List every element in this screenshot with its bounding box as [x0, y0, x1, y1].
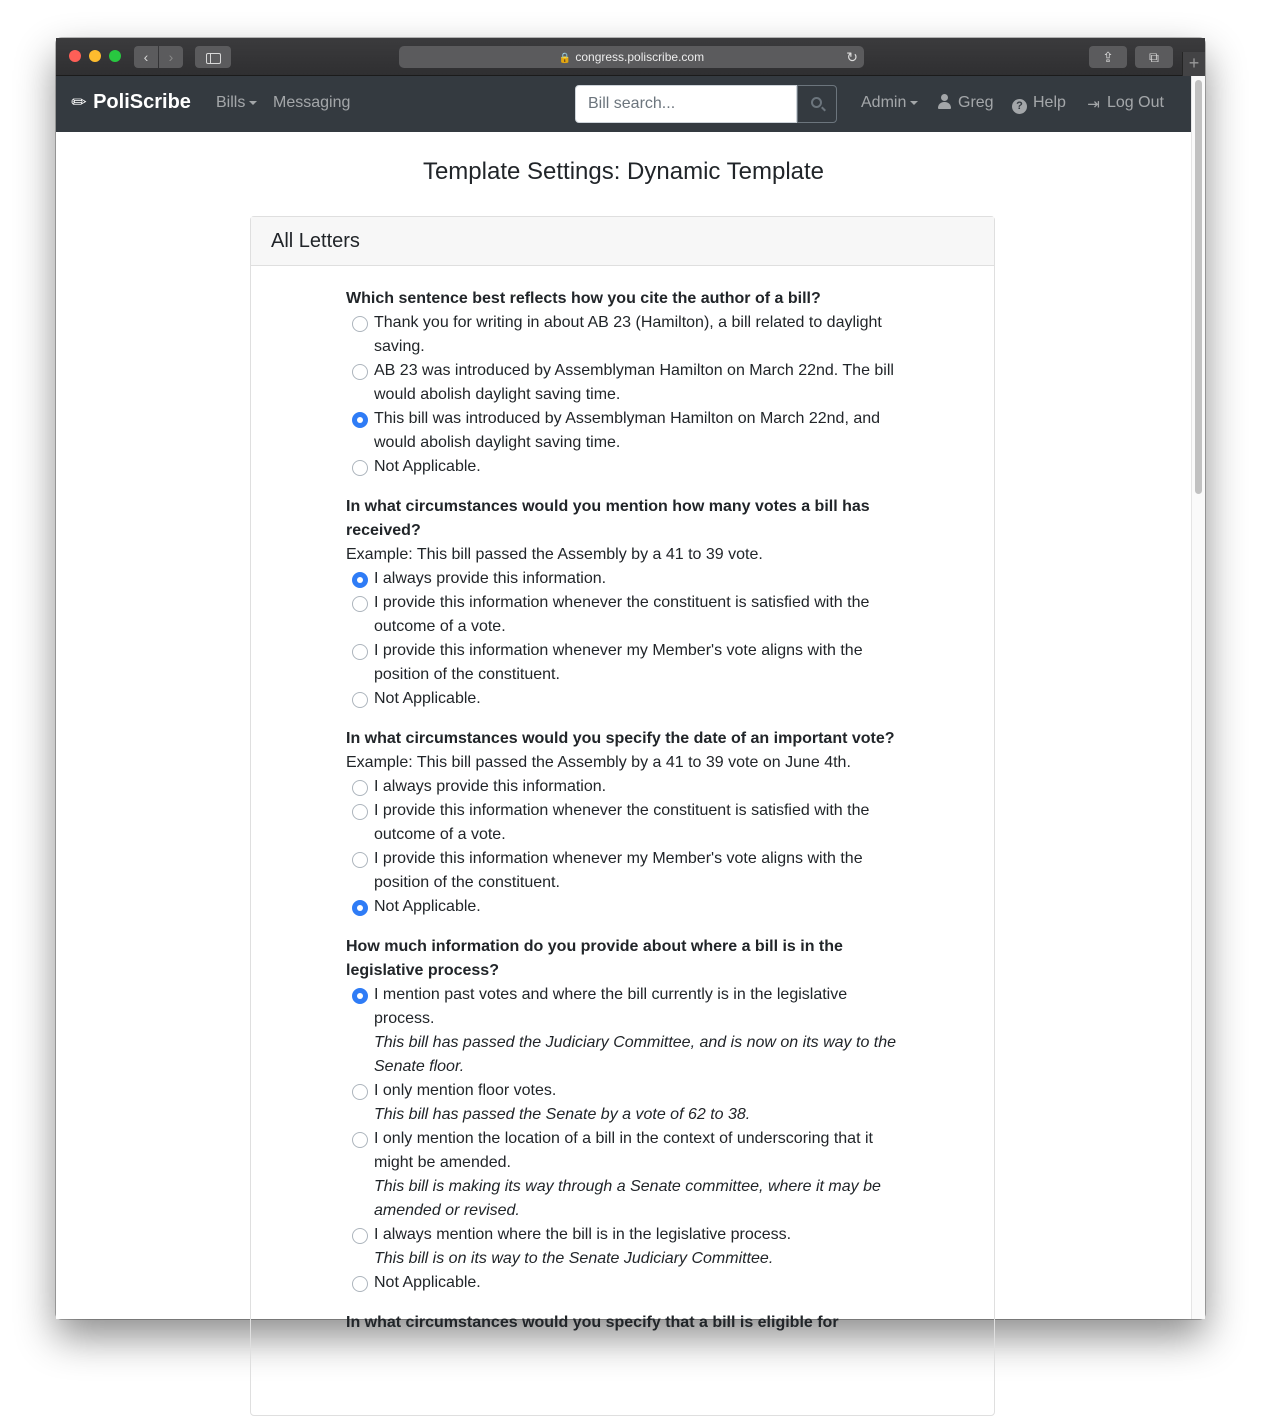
nav-admin-dropdown[interactable]: [861, 94, 918, 112]
radio-option[interactable]: [346, 983, 906, 1079]
radio-button[interactable]: [352, 460, 368, 476]
option-sample: This bill is on its way to the Senate Judiciary Committee.: [374, 1250, 774, 1267]
radio-option[interactable]: [346, 1127, 906, 1223]
nav-logout-label: Log Out: [1107, 94, 1164, 111]
nav-user-link[interactable]: [937, 94, 994, 112]
option-sample: This bill has passed the Senate by a vote of 62 to 38.: [374, 1106, 751, 1123]
radio-option[interactable]: [346, 455, 906, 479]
scrollbar-thumb[interactable]: [1195, 80, 1202, 494]
user-icon: [937, 94, 952, 109]
option-label: I provide this information whenever my Member's vote aligns with the position of the constituent.: [374, 850, 863, 891]
nav-bills-label: Bills: [216, 94, 246, 111]
radio-button[interactable]: [352, 852, 368, 868]
browser-titlebar: [56, 38, 1205, 76]
radio-option[interactable]: [346, 1079, 906, 1127]
zoom-window-button[interactable]: [109, 50, 121, 62]
forward-button[interactable]: [159, 46, 183, 68]
option-label: AB 23 was introduced by Assemblyman Hamilton on March 22nd. The bill would abolish daylight saving time.: [374, 362, 894, 403]
option-sample: This bill has passed the Judiciary Committee, and is now on its way to the Senate floor.: [374, 1034, 897, 1075]
radio-button[interactable]: [352, 364, 368, 380]
nav-bills-dropdown[interactable]: [216, 94, 257, 112]
navbar: [56, 76, 1191, 132]
address-bar[interactable]: [399, 46, 864, 68]
question-title: In what circumstances would you specify that a bill is eligible for: [346, 1314, 839, 1331]
radio-option[interactable]: [346, 359, 906, 407]
close-window-button[interactable]: [69, 50, 81, 62]
caret-down-icon: [249, 101, 257, 105]
option-label: I mention past votes and where the bill currently is in the legislative process.: [374, 986, 848, 1027]
nav-help-label: Help: [1033, 94, 1066, 111]
question-title: Which sentence best reflects how you cite the author of a bill?: [346, 290, 821, 307]
page-content: [56, 132, 1191, 1331]
share-button[interactable]: [1089, 46, 1127, 68]
radio-option[interactable]: [346, 567, 906, 591]
question-legislative-process: [346, 935, 906, 1295]
radio-option[interactable]: [346, 311, 906, 359]
minimize-window-button[interactable]: [89, 50, 101, 62]
option-label: I always provide this information.: [374, 778, 607, 795]
sidebar-icon: [206, 53, 221, 64]
radio-button[interactable]: [352, 1276, 368, 1292]
lock-icon: 🔒: [558, 53, 572, 64]
radio-button[interactable]: [352, 644, 368, 660]
search-icon: [811, 97, 822, 108]
card-body: [346, 287, 906, 1351]
option-label: I provide this information whenever the constituent is satisfied with the outcome of a vote.: [374, 594, 870, 635]
option-label: Not Applicable.: [374, 458, 481, 475]
option-sample: This bill is making its way through a Senate committee, where it may be amended or revised.: [374, 1178, 881, 1219]
radio-option[interactable]: [346, 799, 906, 847]
radio-button[interactable]: [352, 804, 368, 820]
option-label: Thank you for writing in about AB 23 (Hamilton), a bill related to daylight saving.: [374, 314, 882, 355]
search-button[interactable]: [797, 85, 837, 123]
option-label: Not Applicable.: [374, 1274, 481, 1291]
option-label: Not Applicable.: [374, 690, 481, 707]
brand-link[interactable]: [66, 89, 191, 115]
card-header: All Letters: [251, 217, 994, 266]
sidebar-toggle-button[interactable]: [195, 46, 231, 68]
radio-button-selected[interactable]: [352, 572, 368, 588]
new-tab-button[interactable]: [1182, 52, 1205, 76]
plus-icon: +: [1188, 53, 1200, 73]
radio-button[interactable]: [352, 692, 368, 708]
option-label: I always provide this information.: [374, 570, 607, 587]
radio-option[interactable]: [346, 1271, 906, 1295]
radio-button[interactable]: [352, 1084, 368, 1100]
radio-button-selected[interactable]: [352, 900, 368, 916]
nav-help-link[interactable]: [1012, 94, 1066, 114]
logout-icon: ⇥: [1087, 96, 1100, 113]
settings-card: [250, 216, 995, 1416]
nav-admin-label: Admin: [861, 94, 907, 111]
option-label: Not Applicable.: [374, 898, 481, 915]
radio-option[interactable]: [346, 687, 906, 711]
tab-overview-button[interactable]: [1135, 46, 1173, 68]
radio-option[interactable]: [346, 775, 906, 799]
radio-option[interactable]: [346, 407, 906, 455]
question-title: In what circumstances would you mention how many votes a bill has received?: [346, 498, 870, 539]
bill-search-input[interactable]: [575, 85, 797, 123]
radio-button[interactable]: [352, 1132, 368, 1148]
radio-button[interactable]: [352, 316, 368, 332]
question-title: In what circumstances would you specify the date of an important vote?: [346, 730, 895, 747]
page-title: Template Settings: Dynamic Template: [422, 158, 825, 185]
option-label: This bill was introduced by Assemblyman Hamilton on March 22nd, and would abolish daylight saving time.: [374, 410, 881, 451]
nav-logout-link[interactable]: [1086, 94, 1164, 112]
nav-messaging-link[interactable]: [273, 94, 350, 112]
radio-option[interactable]: [346, 895, 906, 919]
question-title: How much information do you provide about where a bill is in the legislative process?: [346, 938, 843, 979]
tabs-icon: ⧉: [1149, 49, 1159, 65]
url-text: congress.poliscribe.com: [575, 50, 705, 64]
question-author-citation: [346, 287, 906, 479]
share-icon: ⇪: [1102, 49, 1114, 65]
question-vote-count: [346, 495, 906, 711]
radio-button-selected[interactable]: [352, 412, 368, 428]
radio-button[interactable]: [352, 596, 368, 612]
option-label: I only mention the location of a bill in the context of underscoring that it might be amended.: [374, 1130, 873, 1171]
option-label: I provide this information whenever the constituent is satisfied with the outcome of a vote.: [374, 802, 870, 843]
nav-messaging-label: Messaging: [273, 94, 351, 111]
radio-button-selected[interactable]: [352, 988, 368, 1004]
back-button[interactable]: [134, 46, 158, 68]
chevron-right-icon: ›: [168, 49, 174, 65]
radio-option[interactable]: [346, 591, 906, 639]
radio-option[interactable]: [346, 847, 906, 895]
pencil-icon: ✎: [66, 89, 92, 115]
question-circle-icon: ?: [1012, 99, 1027, 114]
radio-option[interactable]: [346, 1223, 906, 1271]
radio-option[interactable]: [346, 639, 906, 687]
page-scrollbar[interactable]: [1191, 76, 1205, 1319]
radio-button[interactable]: [352, 1228, 368, 1244]
chevron-left-icon: ‹: [143, 49, 149, 65]
caret-down-icon: [910, 101, 918, 105]
browser-window: [56, 38, 1205, 1331]
question-eligibility: [346, 1311, 906, 1335]
option-label: I only mention floor votes.: [374, 1082, 557, 1099]
nav-user-label: Greg: [958, 94, 994, 111]
option-label: I always mention where the bill is in the legislative process.: [374, 1226, 792, 1243]
question-example: Example: This bill passed the Assembly by a 41 to 39 vote.: [346, 546, 763, 563]
question-example: Example: This bill passed the Assembly by a 41 to 39 vote on June 4th.: [346, 754, 851, 771]
question-vote-date: [346, 727, 906, 919]
brand-label: PoliScribe: [93, 91, 191, 113]
radio-button[interactable]: [352, 780, 368, 796]
option-label: I provide this information whenever my Member's vote aligns with the position of the constituent.: [374, 642, 863, 683]
reload-icon[interactable]: ↻: [846, 49, 858, 65]
